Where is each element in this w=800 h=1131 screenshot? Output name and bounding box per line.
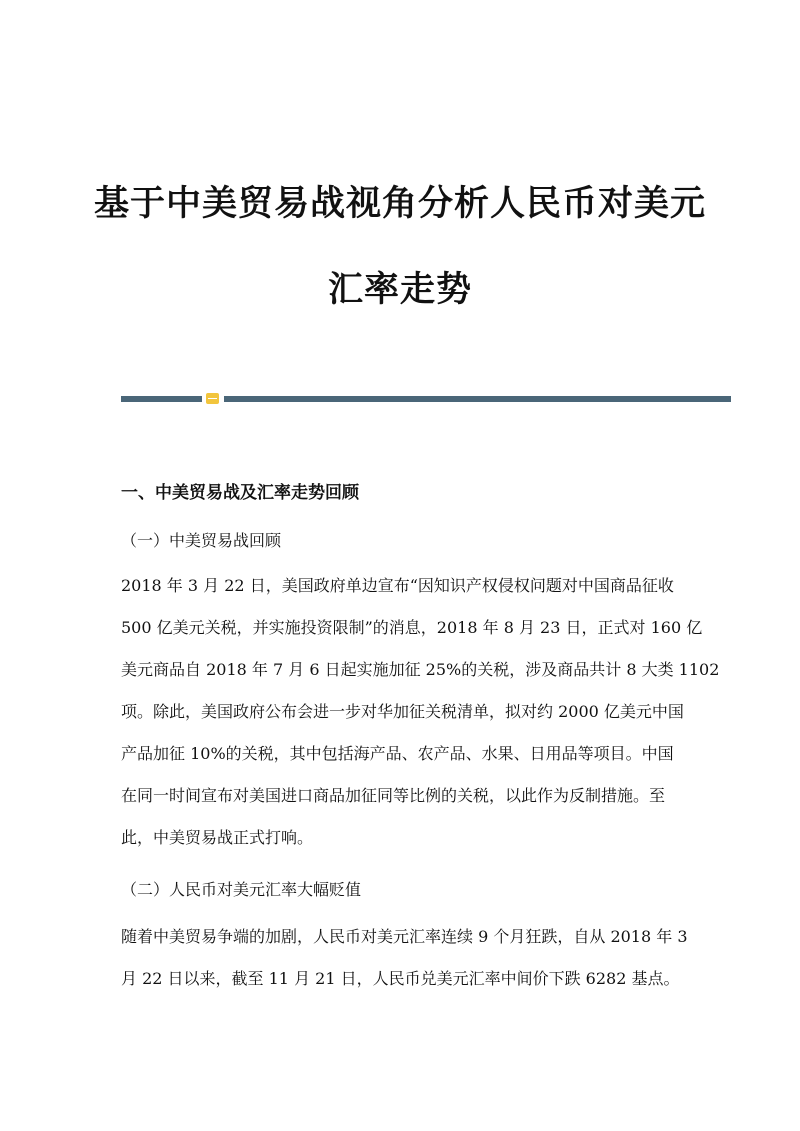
paragraph-trade-war [121, 575, 720, 869]
section-heading: 一、中美贸易战及汇率走势回顾 [121, 483, 359, 503]
paragraph-rmb-depreciation [121, 926, 688, 1010]
title-divider-left [121, 396, 202, 402]
paragraph-line: 月 22 日以来，截至 11 月 21 日，人民币兑美元汇率中间价下跌 6282 基点。 [121, 969, 680, 988]
paragraph-line: 此，中美贸易战正式打响。 [121, 828, 314, 847]
document-title-line-2: 汇率走势 [327, 270, 472, 310]
paragraph-line: 2018 年 3 月 22 日，美国政府单边宣布“因知识产权侵权问题对中国商品征收 [121, 576, 674, 595]
paragraph-line: 美元商品自 2018 年 7 月 6 日起实施加征 25%的关税，涉及商品共计 8 大类 1102 [121, 660, 720, 679]
paragraph-line: 在同一时间宣布对美国进口商品加征同等比例的关税，以此作为反制措施。至 [121, 786, 666, 805]
subsection-heading-trade-war: （一）中美贸易战回顾 [121, 531, 282, 550]
subsection-heading-rmb-depreciation: （二）人民币对美元汇率大幅贬值 [121, 880, 362, 899]
divider-ornament-icon [206, 393, 219, 404]
paragraph-line: 随着中美贸易争端的加剧，人民币对美元汇率连续 9 个月狂跌，自从 2018 年 3 [121, 927, 688, 946]
paragraph-line: 项。除此，美国政府公布会进一步对华加征关税清单，拟对约 2000 亿美元中国 [121, 702, 684, 721]
paragraph-line: 产品加征 10%的关税，其中包括海产品、农产品、水果、日用品等项目。中国 [121, 744, 674, 763]
title-divider-right [224, 396, 731, 402]
paragraph-line: 500 亿美元关税，并实施投资限制”的消息，2018 年 8 月 23 日，正式对 160 亿 [121, 618, 703, 637]
document-title-line-1: 基于中美贸易战视角分析人民币对美元 [93, 184, 706, 224]
